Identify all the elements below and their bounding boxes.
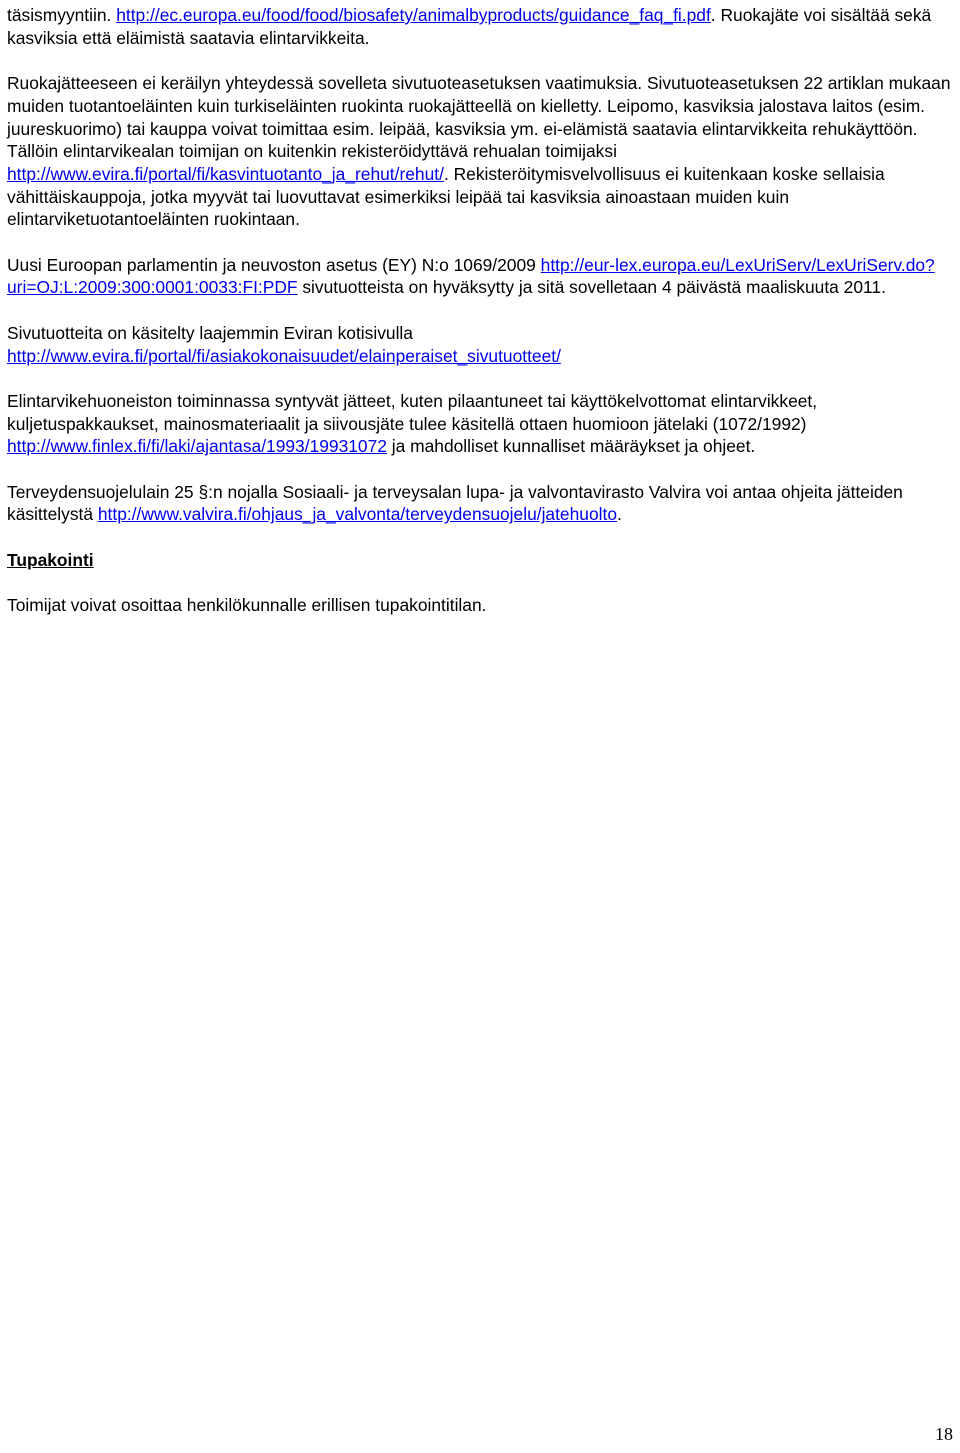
paragraph-text: sivutuotteista on hyväksytty ja sitä sovelletaan 4 päivästä maaliskuuta 2011. (297, 277, 886, 298)
paragraph-smoking: Toimijat voivat osoittaa henkilökunnalle erillisen tupakointitilan. (7, 595, 487, 616)
link-finlex[interactable]: http://www.finlex.fi/fi/laki/ajantasa/1993/19931072 (7, 436, 387, 457)
paragraph-eu-regulation (7, 254, 951, 299)
paragraph-text: . Rekisteröitymisvelvollisuus ei kuitenkaan koske sellaisia vähittäiskauppoja, jotka myyvät tai luovuttavat esimerkiksi leipää tai kasviksia ainoastaan muiden kuin elintarviketuotantoeläinten ruokintaan. (7, 163, 885, 230)
paragraph-text: Sivutuotteita on käsitelty laajemmin Eviran kotisivulla (7, 322, 413, 343)
paragraph-health-protection (7, 481, 951, 526)
document-page (7, 4, 951, 640)
paragraph-byproducts-guidance (7, 4, 951, 49)
link-valvira[interactable]: http://www.valvira.fi/ohjaus_ja_valvonta/terveydensuojelu/jatehuolto (97, 504, 617, 525)
paragraph-evira-byproducts (7, 322, 951, 367)
paragraph-text: ja mahdolliset kunnalliset määräykset ja ohjeet. (386, 436, 756, 457)
paragraph-text: . Ruokajäte voi sisältää sekä kasviksia että eläimistä saatavia elintarvikkeita. (7, 5, 932, 48)
page-number: 18 (935, 1424, 953, 1444)
section-sign-icon: § (198, 481, 209, 502)
link-evira-byproducts[interactable]: http://www.evira.fi/portal/fi/asiakokonaisuudet/elainperaiset_sivutuotteet/ (7, 345, 561, 366)
paragraph-waste-law (7, 390, 951, 458)
link-eur-lex[interactable]: http://eur-lex.europa.eu/LexUriServ/LexUriServ.do?uri=OJ:L:2009:300:0001:0033:FI:PDF (7, 254, 935, 298)
link-evira-feed[interactable]: http://www.evira.fi/portal/fi/kasvintuotanto_ja_rehut/rehut/ (7, 163, 444, 184)
paragraph-food-waste (7, 72, 951, 231)
paragraph-text: Terveydensuojelulain 25 (7, 481, 199, 502)
link-ec-guidance[interactable]: http://ec.europa.eu/food/food/biosafety/animalbyproducts/guidance_faq_fi.pdf (116, 5, 711, 25)
paragraph-text: täsismyyntiin. (7, 5, 117, 25)
paragraph-text: Elintarvikehuoneiston toiminnassa syntyvät jätteet, kuten pilaantuneet tai käyttökelvottomat elintarvikkeet, kuljetuspakkaukset, mainosmateriaalit ja siivousjäte tulee käsitellä ottaen huomioon jätelaki (1072/1992) (7, 390, 818, 434)
paragraph-text: Uusi Euroopan parlamentin ja neuvoston asetus (EY) N:o 1069/2009 (7, 254, 541, 275)
paragraph-text: . (617, 504, 622, 525)
paragraph-text: :n nojalla Sosiaali- ja terveysalan lupa- ja valvontavirasto Valvira voi antaa ohjeita jätteiden käsittelystä (7, 481, 903, 525)
section-heading-smoking: Tupakointi (7, 549, 94, 570)
paragraph-text: Ruokajätteeseen ei keräilyn yhteydessä sovelleta sivutuoteasetuksen vaatimuksia. Sivutuoteasetuksen 22 artiklan mukaan muiden tuotantoeläinten kuin turkiseläinten ruokinta ruokajätteellä on kielletty. Leipomo, kasviksia jalostava laitos (esim. juureskuorimo) tai kauppa voivat toimittaa esim. leipää, kasviksia ym. ei-elämistä saatavia elintarvikkeita rehukäyttöön. Tällöin elintarvikealan toimijan on kuitenkin rekisteröidyttävä rehualan toimijaksi (7, 73, 951, 162)
